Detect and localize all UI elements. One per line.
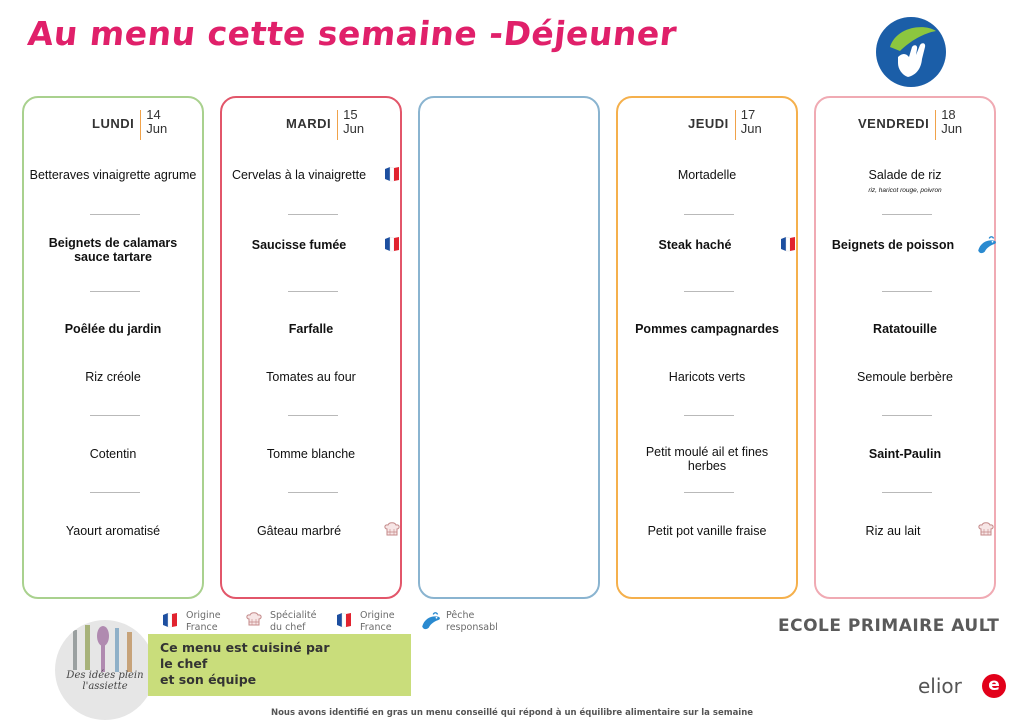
dish-name: Riz créole: [85, 370, 141, 384]
day-column-vendredi: [814, 96, 996, 599]
menu-dish: [618, 168, 796, 182]
dish-divider: [882, 214, 932, 215]
legend-label-line-1: Pêche: [446, 610, 475, 621]
dish-name: Pommes campagnardes: [635, 322, 779, 336]
chef-info-line-2: le chef: [160, 656, 208, 671]
chef-info-text: [160, 640, 330, 688]
dish-divider: [684, 214, 734, 215]
day-month: Jun: [146, 121, 168, 136]
menu-dish: [24, 236, 202, 264]
legend-label-line-2: France: [360, 622, 392, 633]
dish-name: Salade de riz: [868, 168, 942, 182]
menu-dish: [208, 238, 390, 252]
menu-dish: [816, 370, 994, 384]
chef-hat-icon: [976, 520, 996, 540]
brand-logo-icon: e: [982, 674, 1006, 698]
menu-dish: [24, 524, 202, 538]
menu-dish: [604, 238, 786, 252]
menu-dish: [802, 238, 984, 252]
day-column-jeudi: [616, 96, 798, 599]
dish-name: Beignets de poisson: [831, 238, 955, 252]
dish-name: Petit moulé ail et fines herbes: [645, 445, 769, 473]
chef-info-line-3: et son équipe: [160, 672, 257, 687]
chef-info-line-1: Ce menu est cuisiné par: [160, 640, 330, 655]
dish-name: Gâteau marbré: [256, 524, 342, 538]
badge-line-1: Des idées plein: [66, 670, 144, 681]
menu-dish: [24, 370, 202, 384]
day-date: [146, 108, 167, 136]
dish-divider: [90, 492, 140, 493]
dish-name: Farfalle: [288, 322, 334, 336]
menu-dish: [816, 322, 994, 336]
badge-line-2: l'assiette: [82, 681, 128, 692]
date-separator: [140, 110, 141, 140]
day-number: 18: [941, 107, 956, 122]
day-header: [816, 106, 994, 138]
menu-dish: [222, 370, 400, 384]
dish-divider: [288, 291, 338, 292]
legend-label-line-2: du chef: [270, 622, 306, 633]
dish-divider: [684, 291, 734, 292]
dish-name: Tomme blanche: [266, 447, 356, 461]
france-flag-icon: [778, 234, 798, 254]
menu-dish: [816, 447, 994, 461]
dish-name: Saucisse fumée: [251, 238, 347, 252]
legend-label-line-1: Origine: [360, 610, 395, 621]
menu-dish: [816, 168, 994, 198]
day-header: [24, 106, 202, 138]
legend-label-line-1: Origine: [186, 610, 221, 621]
france-flag-icon: [382, 234, 402, 254]
dish-name: Poêlée du jardin: [64, 322, 162, 336]
dish-divider: [684, 492, 734, 493]
brand-name: elior: [918, 674, 962, 698]
day-name: LUNDI: [92, 116, 135, 131]
date-separator: [735, 110, 736, 140]
fish-icon: [976, 234, 996, 254]
legend-label: [360, 610, 395, 634]
legend-label-line-1: Spécialité: [270, 610, 317, 621]
day-date: [741, 108, 762, 136]
dish-divider: [684, 415, 734, 416]
menu-dish: [222, 447, 400, 461]
dish-name: Petit pot vanille fraise: [647, 524, 767, 538]
dish-divider: [288, 492, 338, 493]
day-name: VENDREDI: [858, 116, 930, 131]
menu-dish: [24, 322, 202, 336]
day-header: [618, 106, 796, 138]
day-date: [343, 108, 364, 136]
dish-name: Steak haché: [658, 238, 732, 252]
school-name: ECOLE PRIMAIRE AULT: [778, 616, 1000, 636]
dish-name: Yaourt aromatisé: [65, 524, 161, 538]
leaf-hand-logo-icon: [876, 17, 946, 87]
page-title: Au menu cette semaine -Déjeuner: [25, 14, 679, 53]
dish-name: Cervelas à la vinaigrette: [231, 168, 367, 182]
legend-label-line-2: France: [186, 622, 218, 633]
menu-dish: [618, 445, 796, 473]
menu-dish: [222, 322, 400, 336]
menu-dish: [802, 524, 984, 538]
chef-badge: [55, 620, 155, 720]
dish-name: Beignets de calamars sauce tartare: [48, 236, 178, 264]
date-separator: [337, 110, 338, 140]
dish-name: Haricots verts: [668, 370, 746, 384]
badge-text: [55, 670, 155, 692]
chef-hat-icon: [382, 520, 402, 540]
dish-divider: [288, 214, 338, 215]
day-number: 17: [740, 107, 756, 122]
dish-divider: [882, 415, 932, 416]
legend-label-line-2: responsabl: [446, 622, 498, 633]
dish-name: Cotentin: [89, 447, 137, 461]
dish-name: Tomates au four: [266, 370, 356, 384]
day-column-empty: [418, 96, 600, 599]
dish-note: riz, haricot rouge, poivron: [868, 187, 942, 194]
day-name: JEUDI: [688, 116, 729, 131]
chef-hat-icon: [244, 610, 264, 630]
dish-divider: [90, 291, 140, 292]
day-column-lundi: [22, 96, 204, 599]
legend-label: [270, 610, 316, 634]
day-header: [222, 106, 400, 138]
menu-dish: [208, 524, 390, 538]
dish-name: Betteraves vinaigrette agrume: [29, 168, 197, 182]
legend-label: [186, 610, 221, 634]
france-flag-icon: [334, 610, 354, 630]
france-flag-icon: [160, 610, 180, 630]
menu-dish: [618, 370, 796, 384]
menu-dish: [24, 447, 202, 461]
legend-label: [446, 610, 498, 634]
menu-dish: [24, 168, 202, 182]
day-number: 14: [146, 107, 161, 122]
fish-icon: [420, 610, 440, 630]
day-month: Jun: [941, 121, 963, 136]
france-flag-icon: [382, 164, 402, 184]
date-separator: [935, 110, 936, 140]
dish-divider: [882, 492, 932, 493]
dish-name: Ratatouille: [873, 322, 937, 336]
day-month: Jun: [343, 121, 365, 136]
day-date: [941, 108, 962, 136]
day-name: MARDI: [286, 116, 332, 131]
dish-name: Riz au lait: [865, 524, 921, 538]
dish-divider: [288, 415, 338, 416]
menu-dish: [618, 322, 796, 336]
menu-dish: [618, 524, 796, 538]
dish-divider: [90, 415, 140, 416]
dish-divider: [882, 291, 932, 292]
footer-note: Nous avons identifié en gras un menu conseillé qui répond à un équilibre alimentaire sur la semaine: [270, 708, 754, 718]
dish-name: Semoule berbère: [857, 370, 953, 384]
day-column-mardi: [220, 96, 402, 599]
dish-divider: [90, 214, 140, 215]
day-month: Jun: [740, 121, 762, 136]
menu-dish: [208, 168, 390, 182]
dish-name: Mortadelle: [677, 168, 737, 182]
day-number: 15: [343, 107, 358, 122]
dish-name: Saint-Paulin: [868, 447, 942, 461]
